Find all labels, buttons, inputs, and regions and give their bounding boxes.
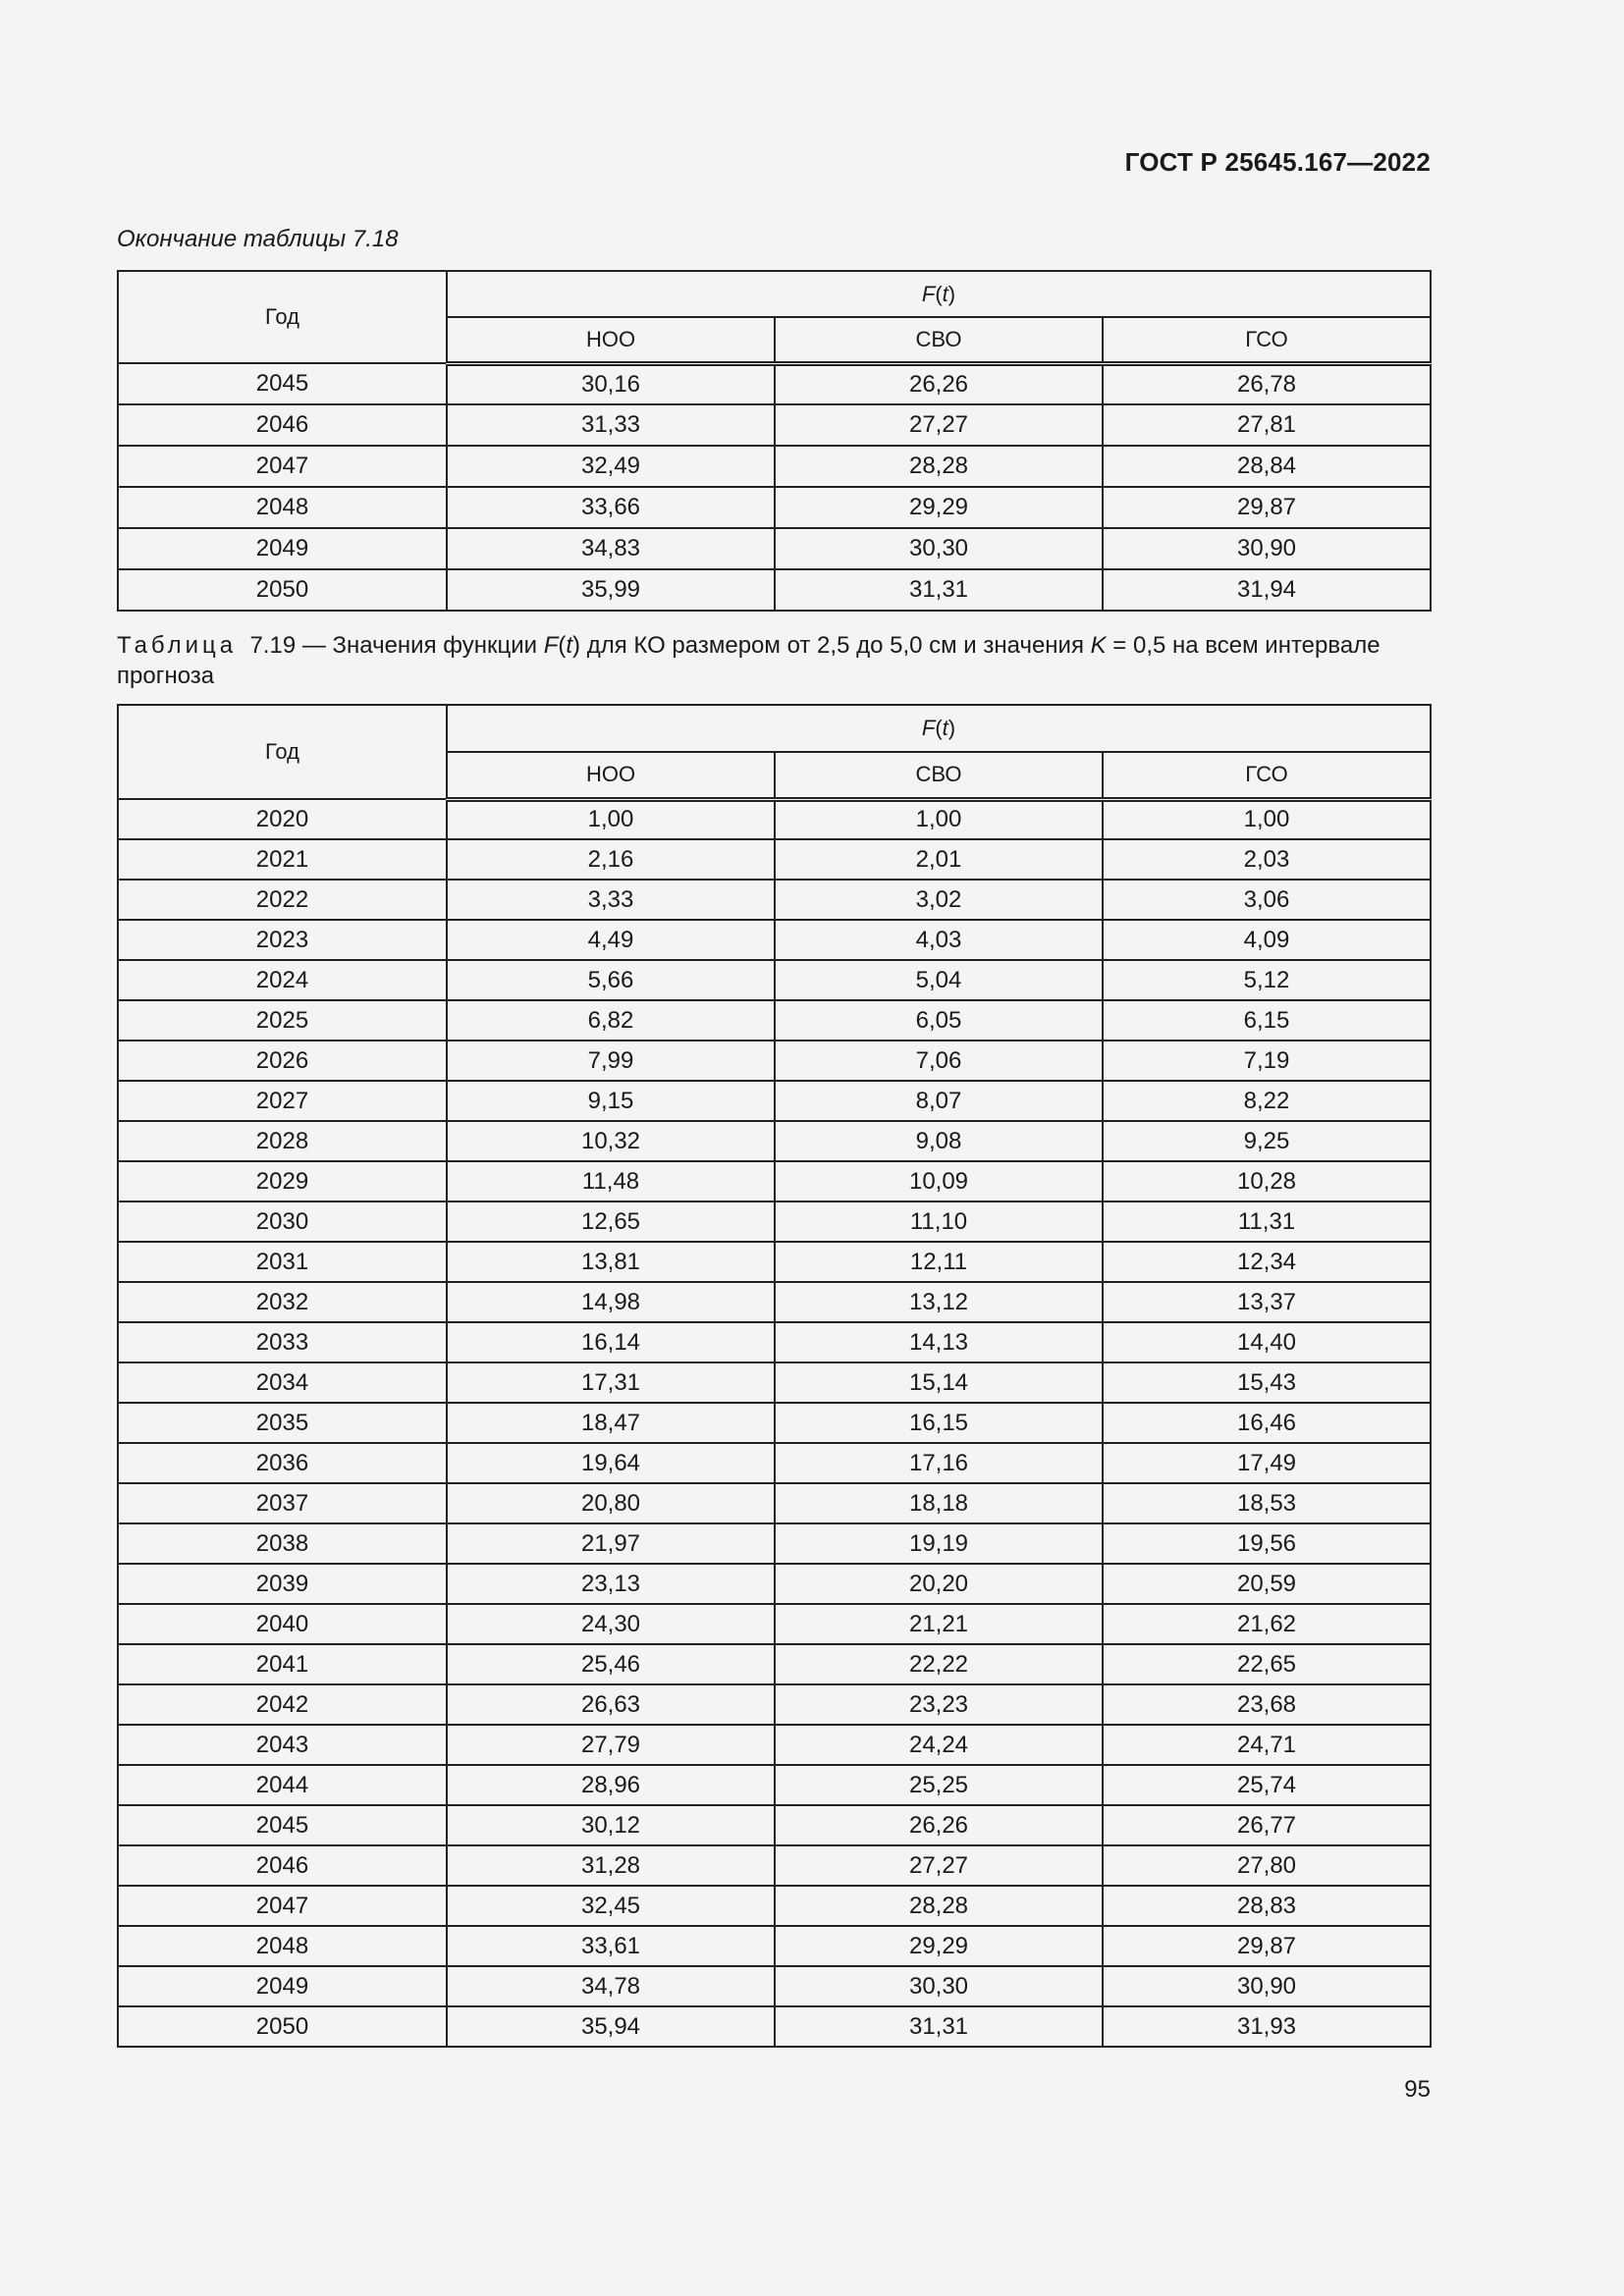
cell-gso: 9,25 (1103, 1121, 1431, 1161)
table-row (118, 839, 1431, 880)
cell-noo: 33,61 (447, 1926, 775, 1966)
cell-svo: 31,31 (775, 569, 1103, 611)
table-row (118, 1041, 1431, 1081)
cell-svo: 4,03 (775, 920, 1103, 960)
table-row (118, 1362, 1431, 1403)
cell-svo: 7,06 (775, 1041, 1103, 1081)
cell-noo: 23,13 (447, 1564, 775, 1604)
cell-noo: 33,66 (447, 487, 775, 528)
cell-gso: 30,90 (1103, 1966, 1431, 2006)
cell-noo: 30,12 (447, 1805, 775, 1845)
cell-gso: 20,59 (1103, 1564, 1431, 1604)
cell-year: 2047 (118, 1886, 447, 1926)
cell-noo: 20,80 (447, 1483, 775, 1523)
table-row (118, 1161, 1431, 1201)
cell-year: 2049 (118, 528, 447, 569)
cell-noo: 12,65 (447, 1201, 775, 1242)
cell-svo: 10,09 (775, 1161, 1103, 1201)
cell-noo: 30,16 (447, 363, 775, 404)
table-row (118, 1201, 1431, 1242)
cell-svo: 29,29 (775, 487, 1103, 528)
cell-gso: 4,09 (1103, 920, 1431, 960)
cell-gso: 13,37 (1103, 1282, 1431, 1322)
cell-svo: 28,28 (775, 1886, 1103, 1926)
table-row (118, 1000, 1431, 1041)
cell-year: 2042 (118, 1684, 447, 1725)
cell-gso: 28,83 (1103, 1886, 1431, 1926)
cell-noo: 28,96 (447, 1765, 775, 1805)
cell-noo: 3,33 (447, 880, 775, 920)
cell-gso: 26,77 (1103, 1805, 1431, 1845)
cell-year: 2028 (118, 1121, 447, 1161)
table-row (118, 1684, 1431, 1725)
cell-noo: 32,45 (447, 1886, 775, 1926)
cell-noo: 35,99 (447, 569, 775, 611)
table-row (118, 1483, 1431, 1523)
cell-svo: 2,01 (775, 839, 1103, 880)
table-row (118, 1644, 1431, 1684)
caption-paren-open: ( (558, 632, 567, 659)
caption-text-1: 7.19 — Значения функции (249, 632, 544, 659)
cell-gso: 29,87 (1103, 487, 1431, 528)
page-number: 95 (1404, 2076, 1431, 2103)
table-7-19 (117, 704, 1432, 2048)
cell-gso: 18,53 (1103, 1483, 1431, 1523)
column-header-gso: ГСО (1103, 317, 1431, 363)
cell-svo: 1,00 (775, 799, 1103, 839)
cell-gso: 12,34 (1103, 1242, 1431, 1282)
cell-year: 2037 (118, 1483, 447, 1523)
cell-noo: 18,47 (447, 1403, 775, 1443)
cell-gso: 8,22 (1103, 1081, 1431, 1121)
cell-gso: 1,00 (1103, 799, 1431, 839)
cell-svo: 29,29 (775, 1926, 1103, 1966)
cell-gso: 29,87 (1103, 1926, 1431, 1966)
cell-gso: 17,49 (1103, 1443, 1431, 1483)
cell-noo: 14,98 (447, 1282, 775, 1322)
cell-svo: 3,02 (775, 880, 1103, 920)
cell-svo: 14,13 (775, 1322, 1103, 1362)
table-row (118, 920, 1431, 960)
cell-gso: 22,65 (1103, 1644, 1431, 1684)
cell-gso: 23,68 (1103, 1684, 1431, 1725)
cell-noo: 10,32 (447, 1121, 775, 1161)
column-header-noo: НОО (447, 317, 775, 363)
cell-noo: 34,83 (447, 528, 775, 569)
table-row (118, 960, 1431, 1000)
cell-year: 2039 (118, 1564, 447, 1604)
cell-noo: 6,82 (447, 1000, 775, 1041)
table-row (118, 1725, 1431, 1765)
cell-gso: 5,12 (1103, 960, 1431, 1000)
cell-gso: 3,06 (1103, 880, 1431, 920)
cell-year: 2041 (118, 1644, 447, 1684)
caption-text-3: = 0,5 на всем интервале прогноза (117, 632, 1380, 689)
cell-gso: 16,46 (1103, 1403, 1431, 1443)
table-row (118, 880, 1431, 920)
table-row (118, 2006, 1431, 2047)
cell-year: 2049 (118, 1966, 447, 2006)
cell-noo: 16,14 (447, 1322, 775, 1362)
table-row (118, 1845, 1431, 1886)
cell-gso: 30,90 (1103, 528, 1431, 569)
column-group-header-f-of-t: F(t) (447, 705, 1431, 752)
cell-svo: 9,08 (775, 1121, 1103, 1161)
caption-k-symbol: K (1090, 632, 1107, 659)
cell-year: 2033 (118, 1322, 447, 1362)
cell-noo: 25,46 (447, 1644, 775, 1684)
table-row (118, 1604, 1431, 1644)
caption-function-symbol: F (543, 632, 559, 659)
cell-gso: 14,40 (1103, 1322, 1431, 1362)
table-row (118, 1121, 1431, 1161)
cell-svo: 6,05 (775, 1000, 1103, 1041)
cell-year: 2035 (118, 1403, 447, 1443)
column-header-year: Год (118, 271, 447, 363)
cell-noo: 4,49 (447, 920, 775, 960)
cell-svo: 28,28 (775, 446, 1103, 487)
cell-year: 2050 (118, 2006, 447, 2047)
cell-svo: 30,30 (775, 528, 1103, 569)
cell-svo: 18,18 (775, 1483, 1103, 1523)
cell-year: 2026 (118, 1041, 447, 1081)
cell-year: 2032 (118, 1282, 447, 1322)
cell-noo: 2,16 (447, 839, 775, 880)
cell-svo: 15,14 (775, 1362, 1103, 1403)
column-header-svo: СВО (775, 317, 1103, 363)
cell-svo: 16,15 (775, 1403, 1103, 1443)
cell-noo: 19,64 (447, 1443, 775, 1483)
cell-noo: 35,94 (447, 2006, 775, 2047)
cell-noo: 34,78 (447, 1966, 775, 2006)
cell-year: 2027 (118, 1081, 447, 1121)
cell-year: 2029 (118, 1161, 447, 1201)
cell-year: 2045 (118, 1805, 447, 1845)
table-row (118, 1564, 1431, 1604)
cell-gso: 10,28 (1103, 1161, 1431, 1201)
table-7-18-continuation-caption: Окончание таблицы 7.18 (117, 226, 399, 252)
column-header-svo: СВО (775, 752, 1103, 799)
cell-year: 2023 (118, 920, 447, 960)
cell-year: 2024 (118, 960, 447, 1000)
cell-svo: 19,19 (775, 1523, 1103, 1564)
table-row (118, 1242, 1431, 1282)
cell-noo: 21,97 (447, 1523, 775, 1564)
cell-noo: 17,31 (447, 1362, 775, 1403)
table-row (118, 363, 1431, 404)
cell-gso: 19,56 (1103, 1523, 1431, 1564)
cell-gso: 25,74 (1103, 1765, 1431, 1805)
cell-svo: 5,04 (775, 960, 1103, 1000)
column-header-noo: НОО (447, 752, 775, 799)
cell-gso: 11,31 (1103, 1201, 1431, 1242)
cell-year: 2045 (118, 363, 447, 404)
caption-argument-symbol: t (566, 632, 573, 659)
table-row (118, 1765, 1431, 1805)
cell-year: 2022 (118, 880, 447, 920)
table-row (118, 1443, 1431, 1483)
cell-gso: 31,93 (1103, 2006, 1431, 2047)
cell-noo: 5,66 (447, 960, 775, 1000)
cell-svo: 25,25 (775, 1765, 1103, 1805)
caption-text-2: ) для КО размером от 2,5 до 5,0 см и значения (572, 632, 1091, 659)
column-group-header-f-of-t: F(t) (447, 271, 1431, 317)
table-row (118, 1081, 1431, 1121)
document-code: ГОСТ Р 25645.167—2022 (1124, 147, 1431, 177)
cell-svo: 26,26 (775, 363, 1103, 404)
cell-year: 2030 (118, 1201, 447, 1242)
cell-svo: 8,07 (775, 1081, 1103, 1121)
column-header-year: Год (118, 705, 447, 799)
cell-noo: 9,15 (447, 1081, 775, 1121)
cell-gso: 27,81 (1103, 404, 1431, 446)
cell-gso: 7,19 (1103, 1041, 1431, 1081)
column-header-gso: ГСО (1103, 752, 1431, 799)
cell-year: 2038 (118, 1523, 447, 1564)
cell-svo: 30,30 (775, 1966, 1103, 2006)
cell-svo: 20,20 (775, 1564, 1103, 1604)
cell-gso: 26,78 (1103, 363, 1431, 404)
cell-year: 2046 (118, 404, 447, 446)
cell-gso: 15,43 (1103, 1362, 1431, 1403)
table-row (118, 528, 1431, 569)
cell-svo: 22,22 (775, 1644, 1103, 1684)
caption-label: Таблица (117, 632, 238, 659)
table-row (118, 1805, 1431, 1845)
argument-symbol: t (942, 716, 948, 740)
cell-gso: 27,80 (1103, 1845, 1431, 1886)
cell-gso: 24,71 (1103, 1725, 1431, 1765)
table-row (118, 569, 1431, 611)
cell-svo: 31,31 (775, 2006, 1103, 2047)
cell-noo: 27,79 (447, 1725, 775, 1765)
cell-gso: 31,94 (1103, 569, 1431, 611)
cell-year: 2034 (118, 1362, 447, 1403)
cell-svo: 17,16 (775, 1443, 1103, 1483)
cell-svo: 24,24 (775, 1725, 1103, 1765)
cell-svo: 26,26 (775, 1805, 1103, 1845)
table-row (118, 487, 1431, 528)
cell-svo: 11,10 (775, 1201, 1103, 1242)
cell-year: 2050 (118, 569, 447, 611)
cell-gso: 6,15 (1103, 1000, 1431, 1041)
function-symbol: F (921, 716, 936, 740)
cell-year: 2040 (118, 1604, 447, 1644)
function-symbol: F (921, 281, 936, 306)
cell-gso: 21,62 (1103, 1604, 1431, 1644)
cell-year: 2025 (118, 1000, 447, 1041)
cell-noo: 26,63 (447, 1684, 775, 1725)
cell-noo: 7,99 (447, 1041, 775, 1081)
cell-gso: 2,03 (1103, 839, 1431, 880)
table-row (118, 799, 1431, 839)
cell-year: 2046 (118, 1845, 447, 1886)
cell-year: 2021 (118, 839, 447, 880)
cell-svo: 21,21 (775, 1604, 1103, 1644)
table-row (118, 1966, 1431, 2006)
cell-svo: 12,11 (775, 1242, 1103, 1282)
cell-year: 2044 (118, 1765, 447, 1805)
cell-svo: 23,23 (775, 1684, 1103, 1725)
table-row (118, 1322, 1431, 1362)
table-row (118, 1282, 1431, 1322)
cell-year: 2020 (118, 799, 447, 839)
table-row (118, 446, 1431, 487)
cell-noo: 13,81 (447, 1242, 775, 1282)
table-row (118, 1926, 1431, 1966)
cell-svo: 27,27 (775, 1845, 1103, 1886)
table-row (118, 1886, 1431, 1926)
cell-year: 2043 (118, 1725, 447, 1765)
cell-year: 2036 (118, 1443, 447, 1483)
table-row (118, 404, 1431, 446)
cell-noo: 31,33 (447, 404, 775, 446)
argument-symbol: t (942, 281, 948, 306)
table-row (118, 1523, 1431, 1564)
cell-year: 2048 (118, 1926, 447, 1966)
cell-noo: 31,28 (447, 1845, 775, 1886)
cell-year: 2047 (118, 446, 447, 487)
cell-noo: 24,30 (447, 1604, 775, 1644)
table-7-18 (117, 270, 1432, 612)
cell-noo: 32,49 (447, 446, 775, 487)
cell-year: 2048 (118, 487, 447, 528)
cell-year: 2031 (118, 1242, 447, 1282)
table-7-19-caption (117, 630, 1431, 691)
cell-noo: 1,00 (447, 799, 775, 839)
cell-gso: 28,84 (1103, 446, 1431, 487)
cell-svo: 27,27 (775, 404, 1103, 446)
cell-noo: 11,48 (447, 1161, 775, 1201)
table-row (118, 1403, 1431, 1443)
cell-svo: 13,12 (775, 1282, 1103, 1322)
